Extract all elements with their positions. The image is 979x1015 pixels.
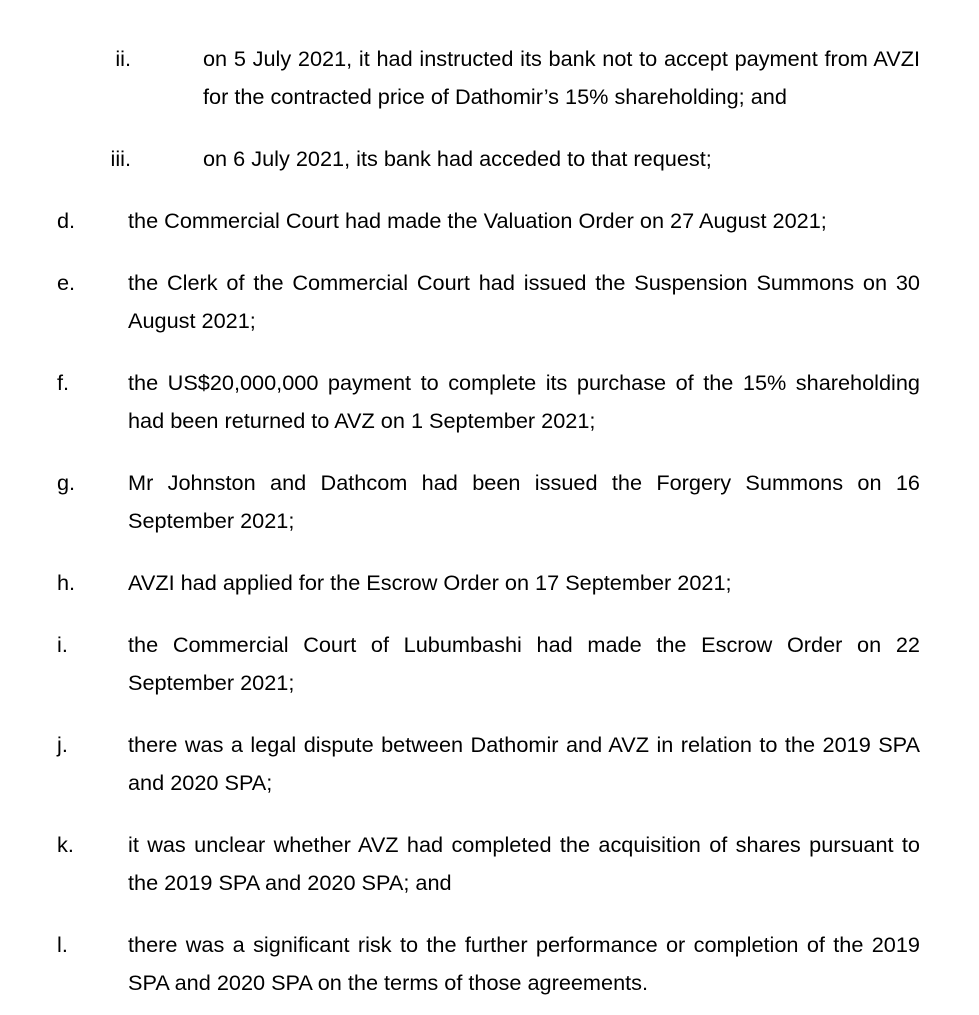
list-item-j (57, 726, 920, 802)
list-item-marker: iii. (110, 146, 131, 171)
text-line: the US$20,000,000 payment to complete its purchase of the 15% shareholding (128, 370, 920, 395)
text-line: the 2019 SPA and 2020 SPA; and (128, 870, 452, 895)
text-line: September 2021; (128, 508, 295, 533)
text-line: the Clerk of the Commercial Court had issued the Suspension Summons on 30 (128, 270, 920, 295)
list-item-k (57, 826, 920, 902)
list-item-marker: l. (57, 932, 68, 957)
list-item-marker: k. (57, 832, 74, 857)
text-line: there was a legal dispute between Dathomir and AVZ in relation to the 2019 SPA (128, 732, 920, 757)
list-item-d (57, 202, 920, 240)
list-item-g (57, 464, 920, 540)
text-line: AVZI had applied for the Escrow Order on 17 September 2021; (128, 570, 732, 595)
list-item-l (57, 926, 920, 1002)
text-line: it was unclear whether AVZ had completed the acquisition of shares pursuant to (128, 832, 920, 857)
list-item-marker: ii. (115, 46, 131, 71)
text-line: and 2020 SPA; (128, 770, 273, 795)
text-line: August 2021; (128, 308, 256, 333)
text-line: for the contracted price of Dathomir’s 15% shareholding; and (203, 84, 787, 109)
list-item-marker: i. (57, 632, 68, 657)
sub-list-item-ii (115, 40, 920, 116)
list-item-h (57, 564, 920, 602)
list-item-e (57, 264, 920, 340)
text-line: SPA and 2020 SPA on the terms of those agreements. (128, 970, 649, 995)
list-item-marker: j. (57, 732, 68, 757)
text-line: Mr Johnston and Dathcom had been issued the Forgery Summons on 16 (128, 470, 920, 495)
list-item-i (57, 626, 920, 702)
text-line: the Commercial Court of Lubumbashi had made the Escrow Order on 22 (128, 632, 920, 657)
text-line: had been returned to AVZ on 1 September 2021; (128, 408, 596, 433)
list-item-marker: f. (57, 370, 70, 395)
text-line: on 5 July 2021, it had instructed its bank not to accept payment from AVZI (203, 46, 920, 71)
text-line: on 6 July 2021, its bank had acceded to that request; (203, 146, 712, 171)
list-item-marker: e. (57, 270, 76, 295)
text-line: the Commercial Court had made the Valuation Order on 27 August 2021; (128, 208, 827, 233)
text-line: there was a significant risk to the further performance or completion of the 2019 (128, 932, 920, 957)
text-line: September 2021; (128, 670, 295, 695)
list-item-marker: h. (57, 570, 76, 595)
list-item-marker: g. (57, 470, 76, 495)
list-item-marker: d. (57, 208, 76, 233)
sub-list-item-iii (110, 140, 920, 178)
list-item-f (57, 364, 920, 440)
